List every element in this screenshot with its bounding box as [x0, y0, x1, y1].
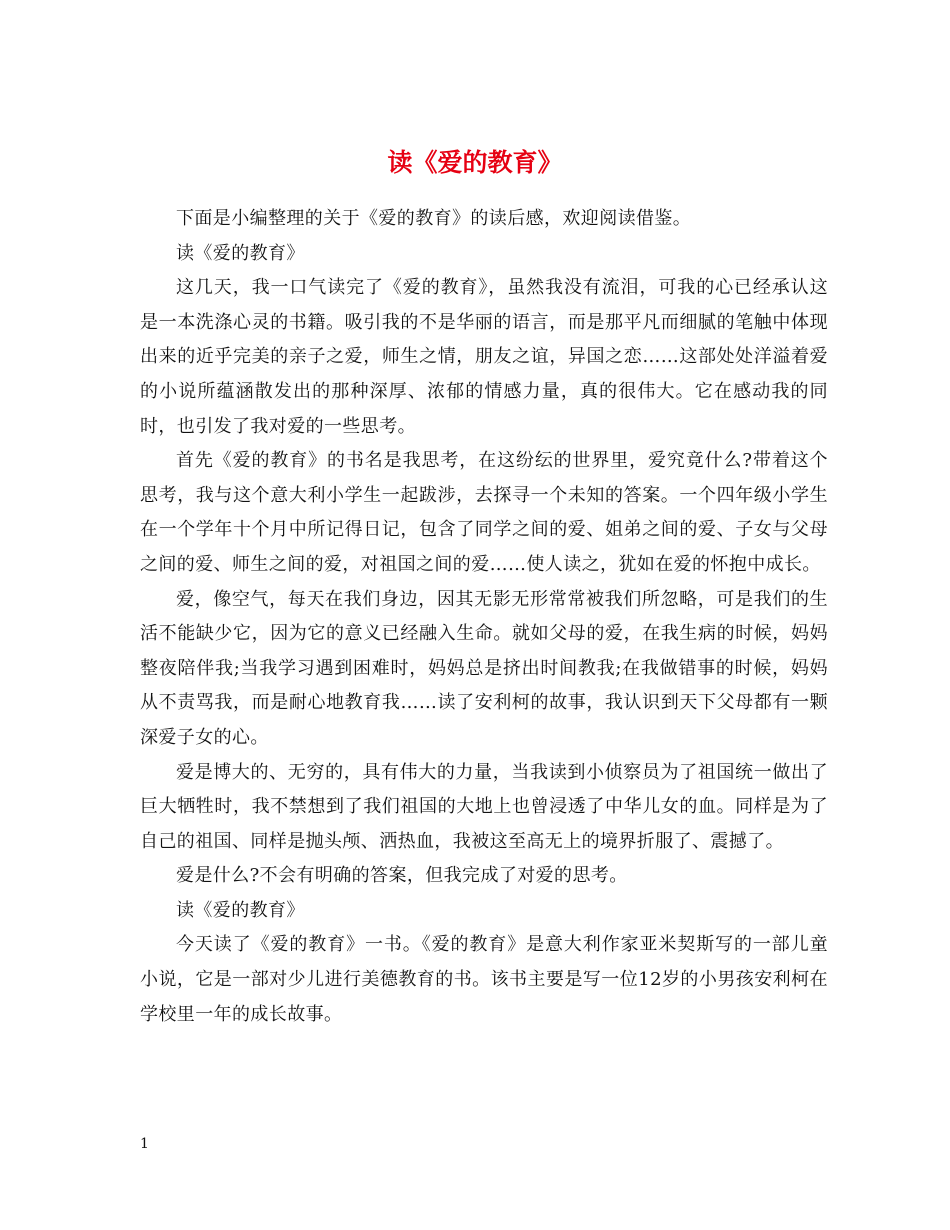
section-heading: 读《爱的教育》 — [176, 899, 305, 921]
document-body — [140, 202, 828, 1032]
paragraph: 爱，像空气，每天在我们身边，因其无影无形常常被我们所忽略，可是我们的生活不能缺少它，因为它的意义已经融入生命。就如父母的爱，在我生病的时候，妈妈整夜陪伴我;当我学习遇到困难时，妈妈总是挤出时间教我;在我做错事的时候，妈妈从不责骂我，而是耐心地教育我……读了安利柯的故事，我认识到天下父母都有一颗深爱子女的心。 — [140, 588, 828, 748]
paragraph: 今天读了《爱的教育》一书。《爱的教育》是意大利作家亚米契斯写的一部儿童小说，它是一部对少儿进行美德教育的书。该书主要是写一位12岁的小男孩安利柯在学校里一年的成长故事。 — [140, 934, 828, 1025]
paragraph: 这几天，我一口气读完了《爱的教育》，虽然我没有流泪，可我的心已经承认这是一本洗涤心灵的书籍。吸引我的不是华丽的语言，而是那平凡而细腻的笔触中体现出来的近乎完美的亲子之爱，师生之情，朋友之谊，异国之恋……这部处处洋溢着爱的小说所蕴涵散发出的那种深厚、浓郁的情感力量，真的很伟大。它在感动我的同时，也引发了我对爱的一些思考。 — [140, 277, 828, 437]
paragraph: 爱是博大的、无穷的，具有伟大的力量，当我读到小侦察员为了祖国统一做出了巨大牺牲时，我不禁想到了我们祖国的大地上也曾浸透了中华儿女的血。同样是为了自己的祖国、同样是抛头颅、洒热血，我被这至高无上的境界折服了、震撼了。 — [140, 761, 828, 852]
page-number: 1 — [140, 1136, 149, 1152]
paragraph: 爱是什么?不会有明确的答案，但我完成了对爱的思考。 — [176, 865, 628, 887]
section-heading: 读《爱的教育》 — [176, 242, 305, 264]
document-title: 读《爱的教育》 — [387, 147, 563, 177]
paragraph: 下面是小编整理的关于《爱的教育》的读后感，欢迎阅读借鉴。 — [176, 208, 692, 229]
paragraph: 首先《爱的教育》的书名是我思考，在这纷纭的世界里，爱究竟什么?带着这个思考，我与这个意大利小学生一起跋涉，去探寻一个未知的答案。一个四年级小学生在一个学年十个月中所记得日记，包含了同学之间的爱、姐弟之间的爱、子女与父母之间的爱、师生之间的爱，对祖国之间的爱……使人读之，犹如在爱的怀抱中成长。 — [140, 450, 828, 575]
